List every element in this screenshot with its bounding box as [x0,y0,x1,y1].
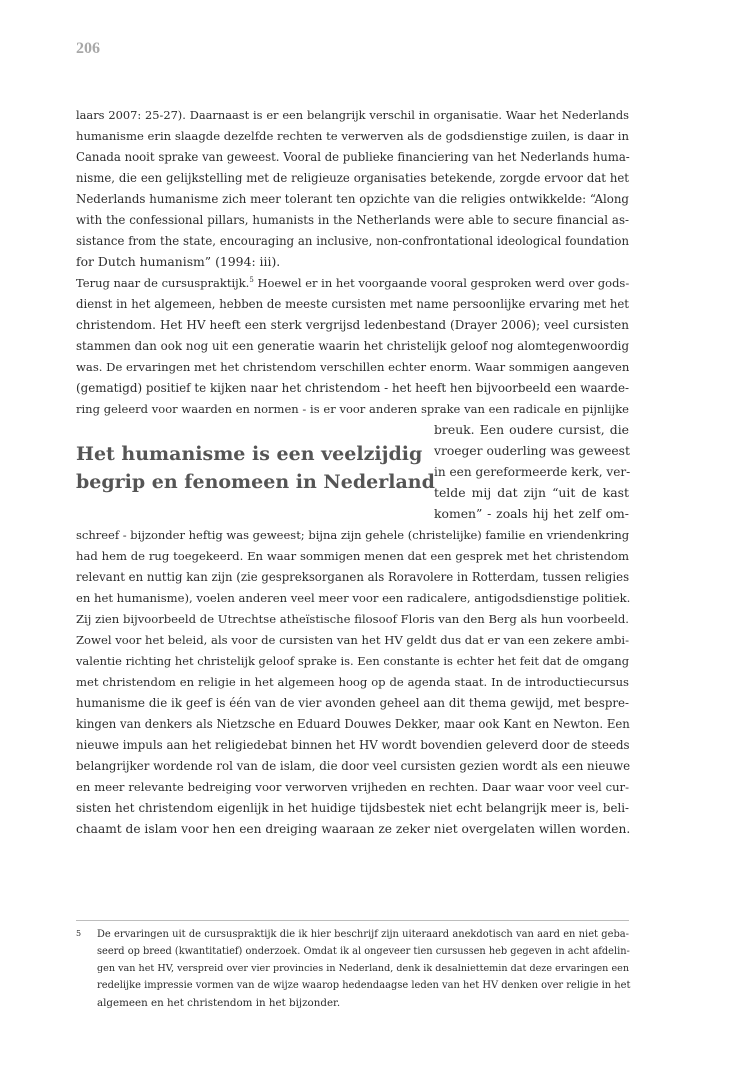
body-line: (gematigd) positief te kijken naar het christendom - het heeft hen bijvoorbeeld een waarde- [76,381,629,395]
body-line: christendom. Het HV heeft een sterk vergrijsd ledenbestand (Drayer 2006); veel cursisten [76,318,629,332]
body-line: for Dutch humanism” (1994: iii). [76,254,281,269]
body-line: komen” - zoals hij het zelf om- [434,506,629,521]
body-line: relevant en nuttig kan zijn (zie gespreksorganen als Roravolere in Rotterdam, tussen religies [76,570,630,584]
body-line: sistance from the state, encouraging an inclusive, non-confrontational ideological foundation [76,234,629,248]
body-line: had hem de rug toegekeerd. En waar sommigen menen dat een gesprek met het christendom [76,549,629,563]
footnote-reference[interactable]: 5 [249,276,254,284]
body-line: with the confessional pillars, humanists in the Netherlands were able to secure financial as- [76,213,629,227]
body-line: en het humanisme), voelen anderen veel meer voor een radicalere, antigodsdienstige politiek. [76,591,631,605]
body-line: sisten het christendom eigenlijk in het huidige tijdsbestek niet echt belangrijk meer is, beli- [76,801,629,815]
footnote-number: 5 [76,929,82,938]
body-line: stammen dan ook nog uit een generatie waarin het christelijk geloof nog alomtegenwoordig [76,339,629,353]
body-line: vroeger ouderling was geweest [434,444,630,458]
pull-quote-line: Het humanisme is een veelzijdig [76,443,423,465]
body-line: Zowel voor het beleid, als voor de cursisten van het HV geldt dus dat er van een zekere ambi- [76,633,629,647]
footnote-line: gen van het HV, verspreid over vier provincies in Nederland, denk ik desalniettemin dat deze ervaringen een [97,963,629,974]
body-line: breuk. Een oudere cursist, die [434,422,629,437]
body-line: dienst in het algemeen, hebben de meeste cursisten met name persoonlijke ervaring met het [76,297,629,311]
body-line: Nederlands humanisme zich meer tolerant ten opzichte van die religies ontwikkelde: “Along [76,192,629,206]
body-line: kingen van denkers als Nietzsche en Eduard Douwes Dekker, maar ook Kant en Newton. Een [76,717,630,731]
body-line: met christendom en religie in het algemeen hoog op de agenda staat. In de introductiecursus [76,675,629,689]
body-line-rest: Hoewel er in het voorgaande vooral gesproken werd over gods- [253,276,630,290]
footnote-divider [76,920,629,921]
footnote-line: redelijke impressie vormen van de wijze waarop hedendaagse leden van het HV denken over religie in het [97,980,631,991]
footnote-line: De ervaringen uit de cursuspraktijk die ik hier beschrijf zijn uiteraard anekdotisch van aard en niet geba- [97,929,629,940]
body-line: laars 2007: 25-27). Daarnaast is er een belangrijk verschil in organisatie. Waar het Nederlands [76,108,629,122]
body-line: Zij zien bijvoorbeeld de Utrechtse atheïstische filosoof Floris van den Berg als hun voorbeeld. [76,612,629,626]
body-line: en meer relevante bedreiging voor verworven vrijheden en rechten. Daar waar voor veel cur- [76,780,629,794]
body-line: ring geleerd voor waarden en normen - is er voor anderen sprake van een radicale en pijnlijke [76,402,629,416]
pull-quote-line: begrip en fenomeen in Nederland [76,471,435,493]
body-line-start: Terug naar de cursuspraktijk. [76,276,250,290]
body-line: nisme, die een gelijkstelling met de religieuze organisaties betekende, zorgde ervoor dat het [76,171,629,185]
body-line: belangrijker wordende rol van de islam, die door veel cursisten gezien wordt als een nieuwe [76,759,631,773]
body-line: telde mij dat zijn “uit de kast [434,485,629,500]
body-line: chaamt de islam voor hen een dreiging waaraan ze zeker niet overgelaten willen worden. [76,822,631,836]
body-line [76,274,629,292]
body-line: humanisme erin slaagde dezelfde rechten te verwerven als de godsdienstige zuilen, is daar in [76,129,629,143]
body-line: was. De ervaringen met het christendom verschillen echter enorm. Waar sommigen aangeven [76,360,630,374]
page-number: 206 [76,40,100,57]
footnote-line: algemeen en het christendom in het bijzonder. [97,997,341,1009]
pull-quote [76,440,435,496]
body-line: humanisme die ik geef is één van de vier avonden geheel aan dit thema gewijd, met bespre- [76,696,629,710]
body-line: schreef - bijzonder heftig was geweest; bijna zijn gehele (christelijke) familie en vriendenkring [76,528,630,542]
body-line: Canada nooit sprake van geweest. Vooral de publieke financiering van het Nederlands huma- [76,150,630,164]
footnote-line: seerd op breed (kwantitatief) onderzoek. Omdat ik al ongeveer tien cursussen heb gegeven in acht afdelin- [97,946,630,957]
body-line: nieuwe impuls aan het religiedebat binnen het HV wordt bovendien geleverd door de steeds [76,738,630,752]
body-line: in een gereformeerde kerk, ver- [434,465,631,479]
body-line: valentie richting het christelijk geloof sprake is. Een constante is echter het feit dat de omgang [76,654,629,668]
